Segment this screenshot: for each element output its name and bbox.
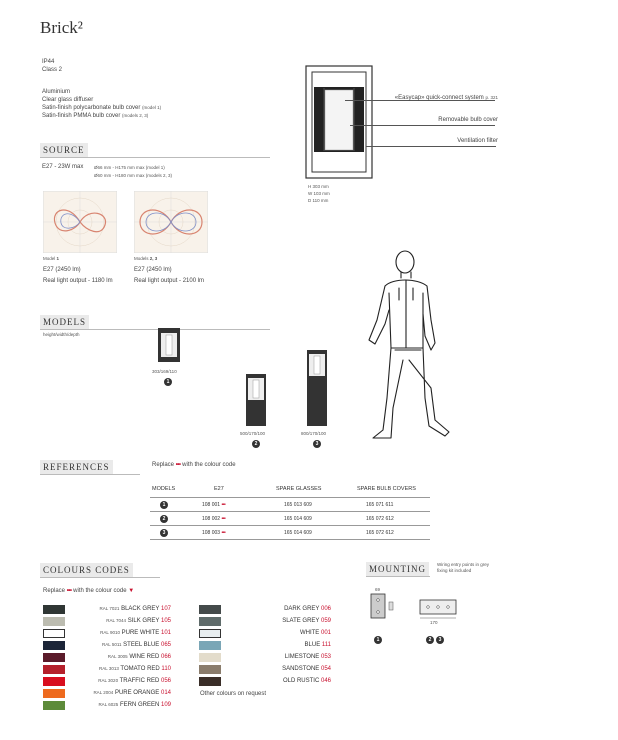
colour-swatch (199, 617, 221, 626)
table-row: 3 108 003 ••• 165 014 609 165 072 612 (150, 526, 430, 540)
colour-swatch (43, 605, 65, 614)
colour-swatch (43, 701, 65, 710)
table-row: 2 108 002 ••• 165 014 609 165 072 612 (150, 512, 430, 526)
colour-swatch (199, 653, 221, 662)
colour-swatch (43, 629, 65, 638)
colour-swatch (43, 677, 65, 686)
materials-list (42, 88, 161, 120)
colour-row: LIMESTONE 053 (199, 653, 339, 663)
section-colours: COLOURS CODES (40, 563, 133, 577)
model-3-number: 3 (313, 440, 321, 448)
colour-row: WHITE 001 (199, 629, 339, 639)
photometry-info-1: E27 (2450 lm) Real light output - 1180 lm (43, 267, 113, 284)
material-item: Clear glass diffuser (42, 97, 94, 103)
label-bulb-cover: Removable bulb cover (438, 117, 498, 123)
model-2-image (243, 372, 269, 428)
model-3-image (304, 348, 330, 428)
table-header: MODELS E27 SPARE GLASSES SPARE BULB COVERS (152, 486, 416, 492)
references-table (150, 486, 430, 540)
colour-row: SANDSTONE 054 (199, 665, 339, 675)
colour-row: RAL 3013 TOMATO RED 110 (43, 665, 183, 675)
photometric-chart-2 (134, 191, 208, 253)
model-1-dims: 303/169/110 (152, 369, 177, 374)
class-rating: Class 2 (42, 67, 63, 73)
arrow-down-icon: ▼ (128, 588, 135, 594)
colour-swatch (43, 689, 65, 698)
mounting-note: Wiring entry points in grey fixing kit included (437, 562, 490, 573)
colour-row: DARK GREY 006 (199, 605, 339, 615)
other-colours-note: Other colours on request (200, 691, 267, 697)
colour-swatch (199, 677, 221, 686)
colour-row: RAL 3005 WINE RED 066 (43, 653, 183, 663)
colour-swatch (199, 629, 221, 638)
model-3-dims: 800/170/100 (301, 431, 327, 436)
person-scale-figure (355, 248, 465, 446)
colour-swatch (199, 641, 221, 650)
section-mounting: MOUNTING (366, 562, 429, 576)
section-source: SOURCE (40, 143, 88, 157)
colour-row: OLD RUSTIC 046 (199, 677, 339, 687)
model-2-number: 2 (252, 440, 260, 448)
label-easycap: «Easycap» quick-connect system p. 321 (394, 95, 498, 101)
colour-row: RAL 9010 PURE WHITE 101 (43, 629, 183, 639)
colour-row: RAL 7021 BLACK GREY 107 (43, 605, 183, 615)
colour-row: RAL 3020 TRAFFIC RED 056 (43, 677, 183, 687)
colour-row: SLATE GREY 059 (199, 617, 339, 627)
colour-swatch (43, 617, 65, 626)
product-title: Brick² (40, 18, 83, 37)
colour-swatch (43, 653, 65, 662)
diagram-dims: H 303 mm W 103 mm D 110 mm (308, 184, 330, 203)
colour-row: RAL 6025 FERN GREEN 109 (43, 701, 183, 711)
colour-row: RAL 5011 STEEL BLUE 065 (43, 641, 183, 651)
colour-swatch (199, 665, 221, 674)
colour-swatch (43, 641, 65, 650)
colour-swatch (199, 605, 221, 614)
photometry-model-1: Model 1 (43, 256, 60, 261)
model-1-number: 1 (164, 378, 172, 386)
mounting-dim-2: 170 (430, 620, 438, 625)
section-models: MODELS (40, 315, 89, 329)
mounting-number-3: 3 (436, 636, 444, 644)
mounting-dim-1: 69 (375, 587, 381, 592)
model-1-image (156, 326, 182, 364)
source-lamp: E27 - 23W max (42, 164, 84, 170)
models-subtitle: height/width/depth (43, 332, 80, 337)
references-replace-note: Replace ••• with the colour code (152, 462, 236, 468)
table-row: 1 108 001 ••• 165 013 609 165 071 611 (150, 498, 430, 512)
photometry-info-2: E27 (2450 lm) Real light output - 2100 lm (134, 267, 205, 284)
mounting-diagram (368, 588, 468, 624)
mounting-number-2: 2 (426, 636, 434, 644)
colour-swatch (43, 665, 65, 674)
colour-row: RAL 7044 SILK GREY 105 (43, 617, 183, 627)
mounting-number-1: 1 (374, 636, 382, 644)
material-item: Satin-finish polycarbonate bulb cover (model 1) (42, 105, 162, 111)
section-references: REFERENCES (40, 460, 113, 474)
colour-row: BLUE 111 (199, 641, 339, 651)
colours-replace-note: Replace ••• with the colour code ▼ (43, 588, 135, 594)
model-2-dims: 500/170/100 (240, 431, 266, 436)
photometric-chart-1 (43, 191, 117, 253)
material-item: Aluminium (42, 89, 71, 95)
ip-rating: IP44 (42, 59, 55, 65)
source-bulb-info: Ø66 mm - H175 mm max (model 1) Ø60 mm - H180 mm max (models 2, 3) (94, 165, 173, 178)
colour-row: RAL 2004 PURE ORANGE 014 (43, 689, 183, 699)
material-item: Satin-finish PMMA bulb cover (models 2, 3) (42, 113, 149, 119)
photometry-model-2: Models 2, 3 (134, 256, 158, 261)
label-ventilation: Ventilation filter (457, 138, 498, 144)
